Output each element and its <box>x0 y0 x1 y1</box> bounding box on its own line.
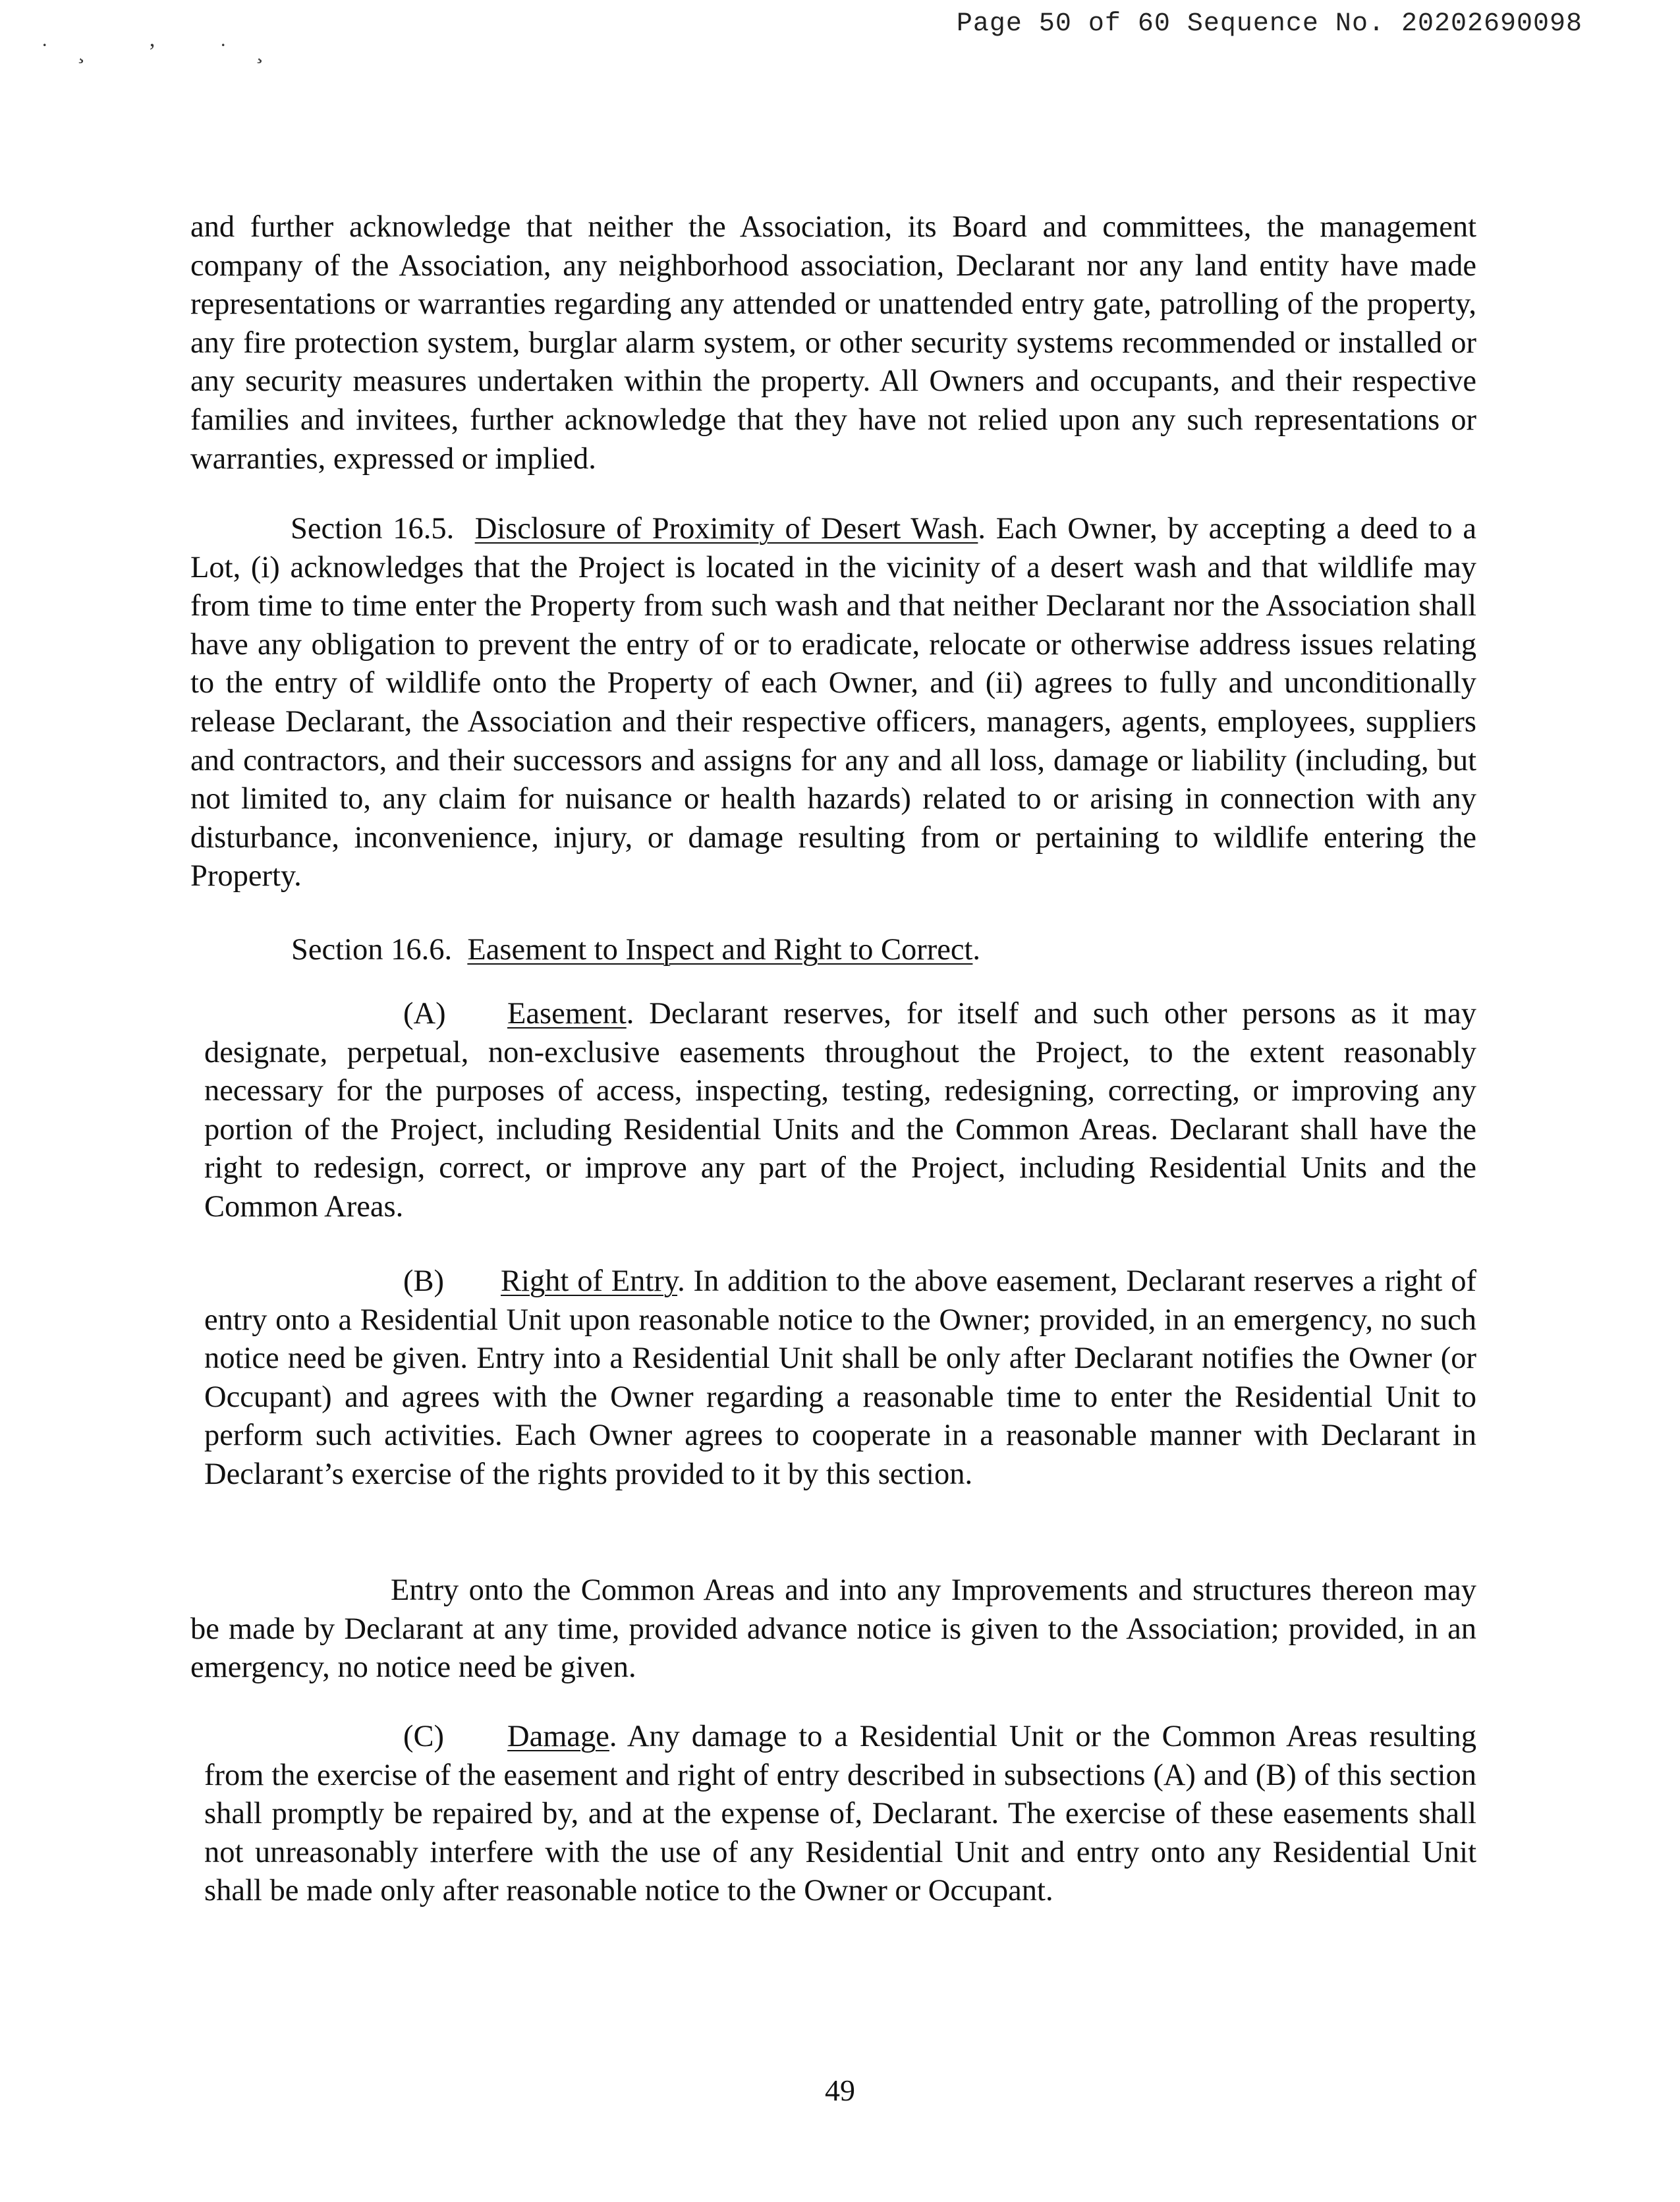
section-16-6-period: . <box>972 933 981 967</box>
page-sequence-stamp: Page 50 of 60 Sequence No. 20202690098 <box>956 9 1582 39</box>
section-16-5-paragraph <box>190 510 1476 896</box>
subsection-b-title: Right of Entry <box>501 1264 678 1298</box>
subsection-a-text: . Declarant reserves, for itself and such other persons as it may designate, perpetual, non-exclusive easements throughout the Project, to the extent reasonably necessary for the purposes of access, inspecting, testing, redesigning, correcting, or improving any portion of the Project, including Residential Units and the Common Areas. Declarant shall have the right to redesign, correct, or improve any part of the Project, including Residential Units and the Common Areas. <box>204 997 1476 1224</box>
section-16-5-text: . Each Owner, by accepting a deed to a Lot, (i) acknowledges that the Project is located in the vicinity of a desert wash and that wildlife may from time to time enter the Property from such wash and that neither Declarant nor the Association shall have any obligation to prevent the entry of or to eradicate, relocate or otherwise address issues relating to the entry of wildlife onto the Property of each Owner, and (ii) agrees to fully and unconditionally release Declarant, the Association and their respective officers, managers, agents, employees, suppliers and contractors, and their successors and assigns for any and all loss, damage or liability (including, but not limited to, any claim for nuisance or health hazards) related to or arising in connection with any disturbance, inconvenience, injury, or damage resulting from or pertaining to wildlife entering the Property. <box>190 512 1476 893</box>
subsection-a-title: Easement <box>507 997 627 1030</box>
subsection-b-paragraph <box>204 1262 1476 1494</box>
subsection-c-title: Damage <box>507 1720 609 1753</box>
subsection-c-text: . Any damage to a Residential Unit or the Common Areas resulting from the exercise of the easement and right of entry described in subsections (A) and (B) of this section shall promptly be repaired by, and at the expense of, Declarant. The exercise of these easements shall not unreasonably interfere with the use of any Residential Unit and entry onto any Residential Unit shall be made only after reasonable notice to the Owner or Occupant. <box>204 1720 1476 1908</box>
page-number: 49 <box>825 2074 855 2107</box>
subsection-a-number: (A) <box>403 997 446 1030</box>
subsection-b-number: (B) <box>403 1264 444 1298</box>
section-16-5-title: Disclosure of Proximity of Desert Wash <box>474 512 978 546</box>
section-16-6-label: Section 16.6. <box>291 933 453 967</box>
intro-paragraph: and further acknowledge that neither the Association, its Board and committees, the management company of the Association, any neighborhood association, Declarant nor any land entity have made representations or warranties regarding any attended or unattended entry gate, patrolling of the property, any fire protection system, burglar alarm system, or other security systems recommended or installed or any security measures undertaken within the property. All Owners and occupants, and their respective families and invitees, further acknowledge that they have not relied upon any such representations or warranties, expressed or implied. <box>190 210 1476 476</box>
section-16-6-heading <box>291 931 1082 970</box>
subsection-c-number: (C) <box>403 1720 444 1753</box>
section-16-6-title: Easement to Inspect and Right to Correct <box>467 933 973 967</box>
subsection-a-paragraph <box>204 995 1476 1227</box>
common-areas-paragraph: Entry onto the Common Areas and into any Improvements and structures thereon may be made by Declarant at any time, provided advance notice is given to the Association; provided, in an emergency, no notice need be given. <box>190 1573 1476 1685</box>
scan-specks: ˙¸ ʼ ˙¸ <box>41 40 293 64</box>
section-16-5-label: Section 16.5. <box>291 512 455 546</box>
subsection-c-paragraph <box>204 1718 1476 1911</box>
subsection-b-text: . In addition to the above easement, Declarant reserves a right of entry onto a Residential Unit upon reasonable notice to the Owner; provided, in an emergency, no such notice need be given. Entry into a Residential Unit shall be only after Declarant notifies the Owner (or Occupant) and agrees with the Owner regarding a reasonable time to enter the Residential Unit to perform such activities. Each Owner agrees to cooperate in a reasonable manner with Declarant in Declarant’s exercise of the rights provided to it by this section. <box>204 1264 1476 1491</box>
